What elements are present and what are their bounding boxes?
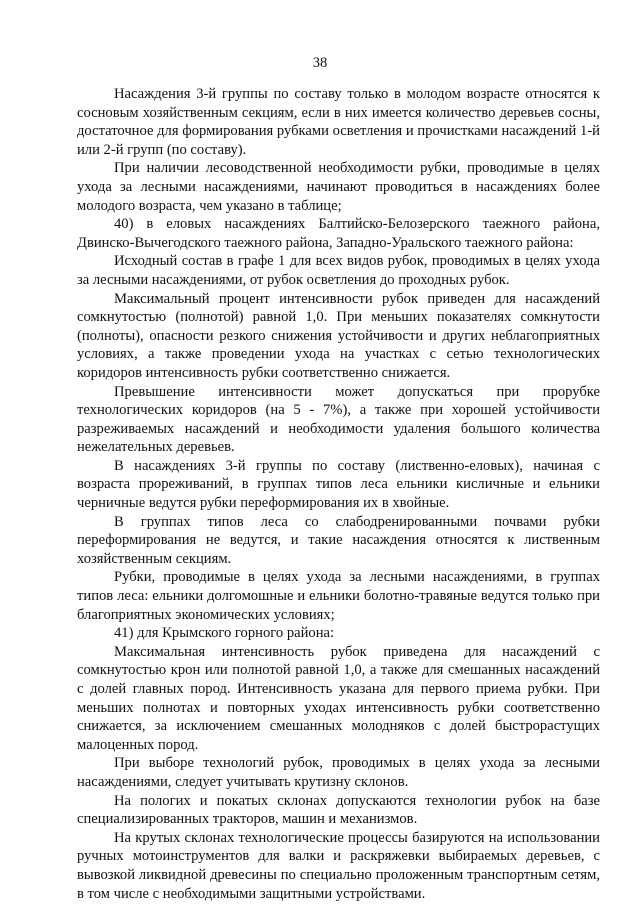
paragraph: При наличии лесоводственной необходимости рубки, проводимые в целях ухода за лесными насаждениями, начинают проводиться в насаждениях более молодого возраста, чем указано в таблице; (77, 160, 600, 214)
page-number: 38 (312, 55, 328, 71)
paragraph: В насаждениях 3-й группы по составу (лиственно-еловых), начиная с возраста прореживаний, в группах типов леса ельники кисличные и ельники черничные ведутся рубки переформирования их в хвойные. (77, 457, 600, 512)
paragraph: 40) в еловых насаждениях Балтийско-Белозерского таежного района, Двинско-Вычегодского таежного района, Западно-Уральского таежного района: (77, 216, 600, 251)
paragraph: Максимальный процент интенсивности рубок приведен для насаждений сомкнутостью (полнотой) равной 1,0. При меньших показателях сомкнутости (полноты), опасности резкого снижения устойчивости и других неблагоприятных условиях, а также проведении ухода на участках с сетью технологических коридоров интенсивность рубки соответственно снижается. (77, 290, 600, 381)
paragraph: 41) для Крымского горного района: (114, 625, 335, 642)
paragraph: На пологих и покатых склонах допускаются технологии рубок на базе специализированных тракторов, машин и механизмов. (77, 792, 600, 828)
paragraph: На крутых склонах технологические процессы базируются на использовании ручных мотоинструментов для валки и раскряжевки выбираемых деревьев, с вывозкой ликвидной древесины по специально проложенным транспортным сетям, в том числе с необходимыми защитными устройствами. (77, 829, 600, 902)
paragraph: Насаждения 3-й группы по составу только в молодом возрасте относятся к сосновым хозяйственным секциям, если в них имеется количество деревьев сосны, достаточное для формирования рубками осветления и прочистками насаждений 1-й или 2-й групп (по составу). (77, 86, 600, 158)
paragraph: Рубки, проводимые в целях ухода за лесными насаждениями, в группах типов леса: ельники долгомошные и ельники болотно-травяные ведутся только при благоприятных экономических условиях; (77, 569, 600, 623)
paragraph: При выборе технологий рубок, проводимых в целях ухода за лесными насаждениями, следует учитывать крутизну склонов. (77, 755, 600, 790)
paragraph: Превышение интенсивности может допускаться при прорубке технологических коридоров (на 5 - 7%), а также при хорошей устойчивости разреживаемых насаждений и необходимости удаления большого количества нежелательных деревьев. (77, 383, 600, 456)
paragraph: Исходный состав в графе 1 для всех видов рубок, проводимых в целях ухода за лесными насаждениями, от рубок осветления до проходных рубок. (77, 253, 600, 288)
document-body (77, 85, 600, 903)
paragraph: Максимальная интенсивность рубок приведена для насаждений с сомкнутостью крон или полнотой равной 1,0, а также для смешанных насаждений с долей главных пород. Интенсивность указана для первого приема рубки. При меньших полнотах и повторных уходах интенсивность рубки соответственно снижается, за исключением смешанных молодняков с долей быстрорастущих малоценных пород. (77, 643, 600, 753)
paragraph: В группах типов леса со слабодренированными почвами рубки переформирования не ведутся, и такие насаждения относятся к лиственным хозяйственным секциям. (77, 513, 600, 567)
